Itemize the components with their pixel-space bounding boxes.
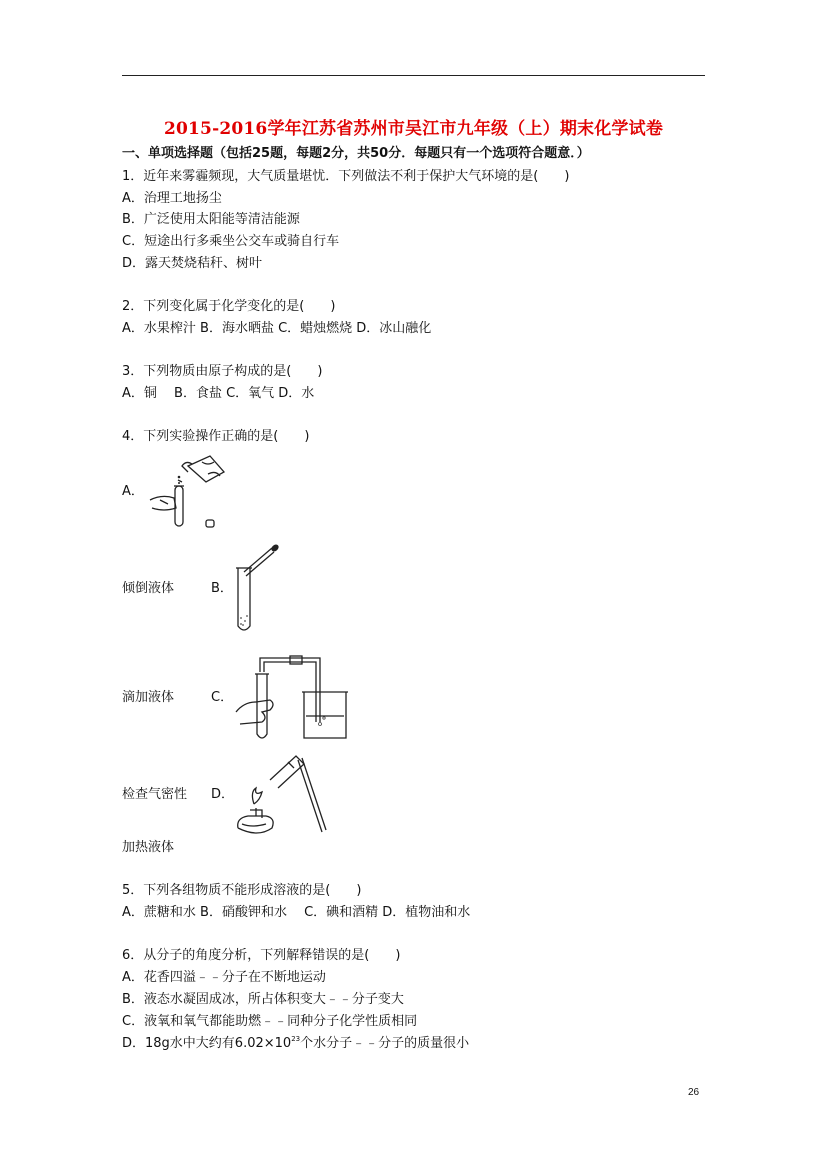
q4-label-a: A． — [122, 484, 144, 499]
page-title: 2015-2016学年江苏省苏州市吴江市九年级（上）期末化学试卷 — [163, 119, 664, 139]
q5-stem: 5．下列各组物质不能形成溶液的是( ) — [122, 883, 362, 898]
heating-liquid-figure — [232, 752, 326, 840]
section-heading: 一、单项选择题（包括25题，每题2分，共50分．每题只有一个选项符合题意．） — [122, 146, 590, 161]
q6-option-d-post: 个水分子﹣﹣分子的质量很小 — [300, 1036, 470, 1051]
q4-stem: 4．下列实验操作正确的是( ) — [122, 429, 310, 444]
q3-stem: 3．下列物质由原子构成的是( ) — [122, 364, 323, 379]
airtightness-check-figure — [232, 652, 354, 742]
page-number: 26 — [688, 1087, 700, 1098]
q6-option-c: C．液氧和氧气都能助燃﹣﹣同种分子化学性质相同 — [122, 1014, 418, 1029]
q6-option-d-pre: D．18g水中大约有6.02×10 — [122, 1036, 292, 1051]
q4-label-d: D． — [211, 787, 235, 802]
q4-label-b: B． — [211, 581, 233, 596]
q4-caption-c: 检查气密性 — [122, 787, 188, 802]
dropping-liquid-figure — [232, 542, 282, 634]
q4-caption-d: 加热液体 — [122, 840, 175, 855]
q5-options: A．蔗糖和水 B．硝酸钾和水 C．碘和酒精 D．植物油和水 — [122, 905, 471, 920]
q6-option-b: B．液态水凝固成冰，所占体积变大﹣﹣分子变大 — [122, 992, 404, 1007]
q2-stem: 2．下列变化属于化学变化的是( ) — [122, 299, 336, 314]
q6-option-d — [122, 1036, 469, 1052]
header-rule — [122, 75, 705, 76]
pouring-liquid-figure — [148, 452, 228, 532]
q1-option-c: C．短途出行多乘坐公交车或骑自行车 — [122, 234, 340, 249]
q6-option-a: A．花香四溢﹣﹣分子在不断地运动 — [122, 970, 326, 985]
q1-option-d: D．露天焚烧秸秆、树叶 — [122, 256, 263, 271]
q6-stem: 6．从分子的角度分析，下列解释错误的是( ) — [122, 948, 401, 963]
q4-label-c: C． — [211, 690, 234, 705]
q1-option-a: A．治理工地扬尘 — [122, 191, 222, 206]
q1-option-b: B．广泛使用太阳能等清洁能源 — [122, 212, 300, 227]
q3-options: A．铜 B．食盐 C．氧气 D．水 — [122, 386, 315, 401]
q6-option-d-exponent: 23 — [291, 1035, 301, 1043]
q4-caption-b: 滴加液体 — [122, 690, 175, 705]
q4-caption-a: 倾倒液体 — [122, 581, 175, 596]
q2-options: A．水果榨汁 B．海水晒盐 C．蜡烛燃烧 D．冰山融化 — [122, 321, 432, 336]
q1-stem: 1．近年来雾霾频现，大气质量堪忧．下列做法不利于保护大气环境的是( ) — [122, 169, 570, 184]
